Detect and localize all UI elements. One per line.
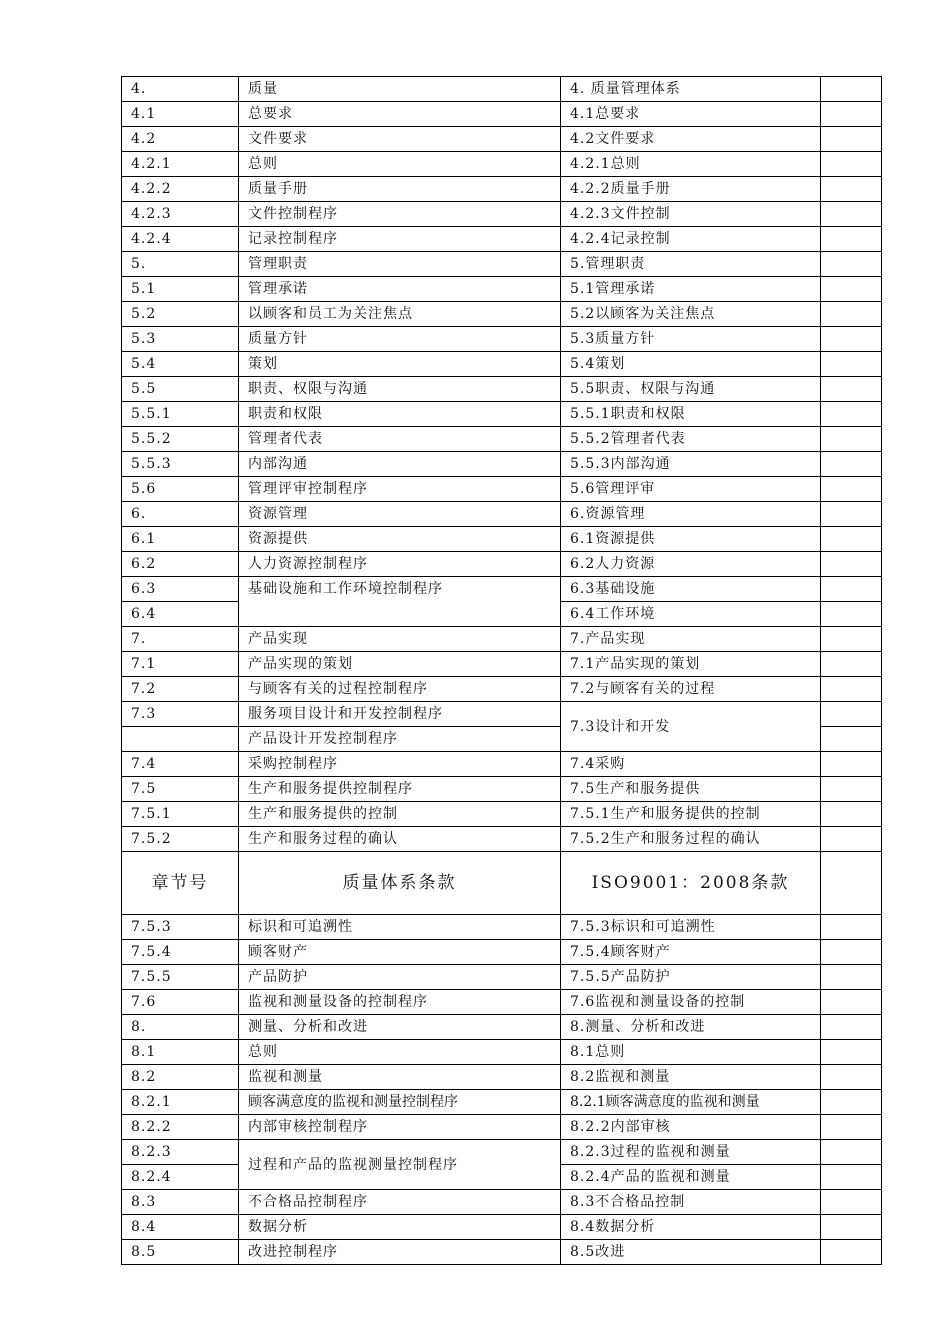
quality-clause-cell: 内部沟通 (239, 452, 561, 477)
iso-clause-cell: 8.2.2内部审核 (561, 1115, 821, 1140)
table-row (122, 1115, 882, 1140)
table-row (122, 552, 882, 577)
quality-clause-cell: 产品实现的策划 (239, 652, 561, 677)
table-row (122, 827, 882, 852)
table-row (122, 990, 882, 1015)
blank-cell (821, 352, 882, 377)
section-no-cell: 6.1 (122, 527, 239, 552)
blank-cell (821, 77, 882, 102)
iso-clause-cell: 7.5生产和服务提供 (561, 777, 821, 802)
quality-clause-cell: 职责、权限与沟通 (239, 377, 561, 402)
table-row (122, 77, 882, 102)
table-row (122, 1190, 882, 1215)
section-no-cell: 4.2.4 (122, 227, 239, 252)
quality-clause-cell: 质量 (239, 77, 561, 102)
table-row (122, 452, 882, 477)
header-row (122, 852, 882, 915)
table-row (122, 1040, 882, 1065)
table-row (122, 302, 882, 327)
quality-clause-cell: 生产和服务提供的控制 (239, 802, 561, 827)
iso-clause-cell: 5.5.3内部沟通 (561, 452, 821, 477)
iso-clause-cell: 7.1产品实现的策划 (561, 652, 821, 677)
iso-clause-cell: 8.2.1顾客满意度的监视和测量 (561, 1090, 821, 1115)
section-no-cell: 4.1 (122, 102, 239, 127)
section-no-cell: 5.6 (122, 477, 239, 502)
quality-clause-cell: 总则 (239, 152, 561, 177)
quality-clause-cell: 服务项目设计和开发控制程序 (239, 702, 561, 727)
quality-clause-cell: 过程和产品的监视测量控制程序 (239, 1140, 561, 1190)
blank-cell (821, 252, 882, 277)
iso-clause-cell: 7.产品实现 (561, 627, 821, 652)
blank-cell (821, 552, 882, 577)
section-no-cell: 7.6 (122, 990, 239, 1015)
iso-clause-cell: 8.4数据分析 (561, 1215, 821, 1240)
iso-clause-cell: 5.2以顾客为关注焦点 (561, 302, 821, 327)
quality-clause-cell: 资源管理 (239, 502, 561, 527)
iso-clause-cell: 5.6管理评审 (561, 477, 821, 502)
quality-clause-cell: 标识和可追溯性 (239, 915, 561, 940)
section-no-cell: 5.5.2 (122, 427, 239, 452)
blank-cell (821, 1115, 882, 1140)
table-row (122, 227, 882, 252)
iso-clause-cell: 6.资源管理 (561, 502, 821, 527)
blank-cell (821, 577, 882, 602)
blank-cell (122, 727, 239, 752)
table-row (122, 577, 882, 602)
table-row (122, 1090, 882, 1115)
iso-clause-cell: 5.5职责、权限与沟通 (561, 377, 821, 402)
quality-clause-cell: 测量、分析和改进 (239, 1015, 561, 1040)
table-row (122, 702, 882, 727)
table-row (122, 777, 882, 802)
iso-clause-cell: 4.2.1总则 (561, 152, 821, 177)
iso-clause-cell: 8.1总则 (561, 1040, 821, 1065)
quality-clause-cell: 质量手册 (239, 177, 561, 202)
section-no-cell: 7.2 (122, 677, 239, 702)
blank-cell (821, 627, 882, 652)
section-no-cell: 5.5 (122, 377, 239, 402)
section-no-cell: 4.2.3 (122, 202, 239, 227)
table-row (122, 940, 882, 965)
blank-cell (821, 1190, 882, 1215)
iso-clause-cell: 7.5.3标识和可追溯性 (561, 915, 821, 940)
blank-cell (821, 202, 882, 227)
iso-clause-cell: 5.管理职责 (561, 252, 821, 277)
blank-cell (821, 1215, 882, 1240)
section-no-cell: 5.2 (122, 302, 239, 327)
quality-clause-cell: 文件控制程序 (239, 202, 561, 227)
section-no-cell: 4.2.1 (122, 152, 239, 177)
iso-clause-cell: 6.1资源提供 (561, 527, 821, 552)
table-row (122, 327, 882, 352)
table-row (122, 1015, 882, 1040)
quality-clause-cell: 生产和服务过程的确认 (239, 827, 561, 852)
section-no-cell: 7.5.5 (122, 965, 239, 990)
iso-clause-cell: 5.4策划 (561, 352, 821, 377)
table-row (122, 1140, 882, 1165)
iso-clause-cell: 8.5改进 (561, 1240, 821, 1265)
blank-cell (821, 940, 882, 965)
iso-clause-cell: 7.6监视和测量设备的控制 (561, 990, 821, 1015)
blank-cell (821, 452, 882, 477)
blank-cell (821, 327, 882, 352)
iso-clause-cell: 6.2人力资源 (561, 552, 821, 577)
section-no-cell: 7.5 (122, 777, 239, 802)
section-no-cell: 5.5.3 (122, 452, 239, 477)
blank-cell (821, 1040, 882, 1065)
section-no-cell: 8.4 (122, 1215, 239, 1240)
blank-cell (821, 477, 882, 502)
section-no-cell: 7.5.1 (122, 802, 239, 827)
blank-cell (821, 965, 882, 990)
header-iso-clause: ISO9001：2008条款 (561, 852, 821, 915)
blank-cell (821, 652, 882, 677)
quality-clause-cell: 资源提供 (239, 527, 561, 552)
iso-clause-cell: 8.3不合格品控制 (561, 1190, 821, 1215)
table-row (122, 965, 882, 990)
header-section-no: 章节号 (122, 852, 239, 915)
blank-cell (821, 827, 882, 852)
iso-clause-cell: 4. 质量管理体系 (561, 77, 821, 102)
section-no-cell: 6.4 (122, 602, 239, 627)
blank-cell (821, 727, 882, 752)
table-row (122, 652, 882, 677)
iso-clause-cell: 4.2.3文件控制 (561, 202, 821, 227)
clause-mapping-table (121, 76, 882, 1265)
iso-clause-cell: 7.3设计和开发 (561, 702, 821, 752)
section-no-cell: 6.3 (122, 577, 239, 602)
table-row (122, 252, 882, 277)
blank-cell (821, 427, 882, 452)
blank-cell (821, 302, 882, 327)
quality-clause-cell: 数据分析 (239, 1215, 561, 1240)
quality-clause-cell: 策划 (239, 352, 561, 377)
blank-cell (821, 377, 882, 402)
blank-cell (821, 852, 882, 915)
blank-cell (821, 527, 882, 552)
quality-clause-cell: 总则 (239, 1040, 561, 1065)
section-no-cell: 8.3 (122, 1190, 239, 1215)
iso-clause-cell: 8.2监视和测量 (561, 1065, 821, 1090)
section-no-cell: 6.2 (122, 552, 239, 577)
section-no-cell: 8.2.2 (122, 1115, 239, 1140)
section-no-cell: 7.5.3 (122, 915, 239, 940)
quality-clause-cell: 产品防护 (239, 965, 561, 990)
quality-clause-cell: 产品实现 (239, 627, 561, 652)
quality-clause-cell: 监视和测量设备的控制程序 (239, 990, 561, 1015)
iso-clause-cell: 7.5.5产品防护 (561, 965, 821, 990)
section-no-cell: 5.3 (122, 327, 239, 352)
section-no-cell: 5.1 (122, 277, 239, 302)
table-row (122, 802, 882, 827)
quality-clause-cell: 管理评审控制程序 (239, 477, 561, 502)
blank-cell (821, 1140, 882, 1165)
quality-clause-cell: 基础设施和工作环境控制程序 (239, 577, 561, 627)
table-row (122, 352, 882, 377)
blank-cell (821, 1065, 882, 1090)
quality-clause-cell: 人力资源控制程序 (239, 552, 561, 577)
quality-clause-cell: 生产和服务提供控制程序 (239, 777, 561, 802)
table-row (122, 377, 882, 402)
iso-clause-cell: 7.2与顾客有关的过程 (561, 677, 821, 702)
blank-cell (821, 990, 882, 1015)
section-no-cell: 8. (122, 1015, 239, 1040)
blank-cell (821, 127, 882, 152)
iso-clause-cell: 4.2.4记录控制 (561, 227, 821, 252)
table-row (122, 752, 882, 777)
iso-clause-cell: 6.4工作环境 (561, 602, 821, 627)
blank-cell (821, 752, 882, 777)
header-quality-clause: 质量体系条款 (239, 852, 561, 915)
section-no-cell: 5. (122, 252, 239, 277)
section-no-cell: 7.3 (122, 702, 239, 727)
blank-cell (821, 1090, 882, 1115)
table-row (122, 277, 882, 302)
section-no-cell: 7.4 (122, 752, 239, 777)
blank-cell (821, 177, 882, 202)
blank-cell (821, 227, 882, 252)
quality-clause-cell: 总要求 (239, 102, 561, 127)
table-row (122, 127, 882, 152)
section-no-cell: 7.5.4 (122, 940, 239, 965)
section-no-cell: 7. (122, 627, 239, 652)
table-row (122, 1240, 882, 1265)
table-row (122, 202, 882, 227)
quality-clause-cell: 产品设计开发控制程序 (239, 727, 561, 752)
blank-cell (821, 152, 882, 177)
blank-cell (821, 102, 882, 127)
quality-clause-cell: 内部审核控制程序 (239, 1115, 561, 1140)
iso-clause-cell: 7.4采购 (561, 752, 821, 777)
quality-clause-cell: 职责和权限 (239, 402, 561, 427)
section-no-cell: 4.2.2 (122, 177, 239, 202)
quality-clause-cell: 与顾客有关的过程控制程序 (239, 677, 561, 702)
blank-cell (821, 1015, 882, 1040)
quality-clause-cell: 记录控制程序 (239, 227, 561, 252)
iso-clause-cell: 4.1总要求 (561, 102, 821, 127)
iso-clause-cell: 7.5.2生产和服务过程的确认 (561, 827, 821, 852)
quality-clause-cell: 监视和测量 (239, 1065, 561, 1090)
quality-clause-cell: 不合格品控制程序 (239, 1190, 561, 1215)
quality-clause-cell: 文件要求 (239, 127, 561, 152)
table-row (122, 502, 882, 527)
iso-clause-cell: 8.2.3过程的监视和测量 (561, 1140, 821, 1165)
section-no-cell: 8.5 (122, 1240, 239, 1265)
iso-clause-cell: 4.2文件要求 (561, 127, 821, 152)
section-no-cell: 6. (122, 502, 239, 527)
iso-clause-cell: 5.5.2管理者代表 (561, 427, 821, 452)
quality-clause-cell: 管理职责 (239, 252, 561, 277)
quality-clause-cell: 管理承诺 (239, 277, 561, 302)
table-row (122, 1065, 882, 1090)
table-row (122, 677, 882, 702)
quality-clause-cell: 改进控制程序 (239, 1240, 561, 1265)
section-no-cell: 5.4 (122, 352, 239, 377)
blank-cell (821, 277, 882, 302)
blank-cell (821, 702, 882, 727)
iso-clause-cell: 4.2.2质量手册 (561, 177, 821, 202)
iso-clause-cell: 8.2.4产品的监视和测量 (561, 1165, 821, 1190)
table-row (122, 477, 882, 502)
blank-cell (821, 777, 882, 802)
iso-clause-cell: 5.3质量方针 (561, 327, 821, 352)
table-row (122, 402, 882, 427)
quality-clause-cell: 以顾客和员工为关注焦点 (239, 302, 561, 327)
quality-clause-cell: 质量方针 (239, 327, 561, 352)
blank-cell (821, 402, 882, 427)
quality-clause-cell: 采购控制程序 (239, 752, 561, 777)
table-row (122, 102, 882, 127)
section-no-cell: 8.2.4 (122, 1165, 239, 1190)
table-row (122, 427, 882, 452)
iso-clause-cell: 6.3基础设施 (561, 577, 821, 602)
table-row (122, 152, 882, 177)
blank-cell (821, 502, 882, 527)
table-row (122, 915, 882, 940)
section-no-cell: 8.1 (122, 1040, 239, 1065)
iso-clause-cell: 5.1管理承诺 (561, 277, 821, 302)
quality-clause-cell: 管理者代表 (239, 427, 561, 452)
section-no-cell: 8.2.1 (122, 1090, 239, 1115)
quality-clause-cell: 顾客满意度的监视和测量控制程序 (239, 1090, 561, 1115)
section-no-cell: 5.5.1 (122, 402, 239, 427)
section-no-cell: 4. (122, 77, 239, 102)
section-no-cell: 8.2.3 (122, 1140, 239, 1165)
blank-cell (821, 915, 882, 940)
section-no-cell: 4.2 (122, 127, 239, 152)
section-no-cell: 8.2 (122, 1065, 239, 1090)
iso-clause-cell: 8.测量、分析和改进 (561, 1015, 821, 1040)
section-no-cell: 7.1 (122, 652, 239, 677)
table-row (122, 1215, 882, 1240)
blank-cell (821, 602, 882, 627)
blank-cell (821, 1240, 882, 1265)
iso-clause-cell: 5.5.1职责和权限 (561, 402, 821, 427)
iso-clause-cell: 7.5.1生产和服务提供的控制 (561, 802, 821, 827)
table-row (122, 527, 882, 552)
blank-cell (821, 677, 882, 702)
iso-clause-cell: 7.5.4顾客财产 (561, 940, 821, 965)
table-row (122, 177, 882, 202)
blank-cell (821, 802, 882, 827)
table-row (122, 627, 882, 652)
section-no-cell: 7.5.2 (122, 827, 239, 852)
quality-clause-cell: 顾客财产 (239, 940, 561, 965)
blank-cell (821, 1165, 882, 1190)
